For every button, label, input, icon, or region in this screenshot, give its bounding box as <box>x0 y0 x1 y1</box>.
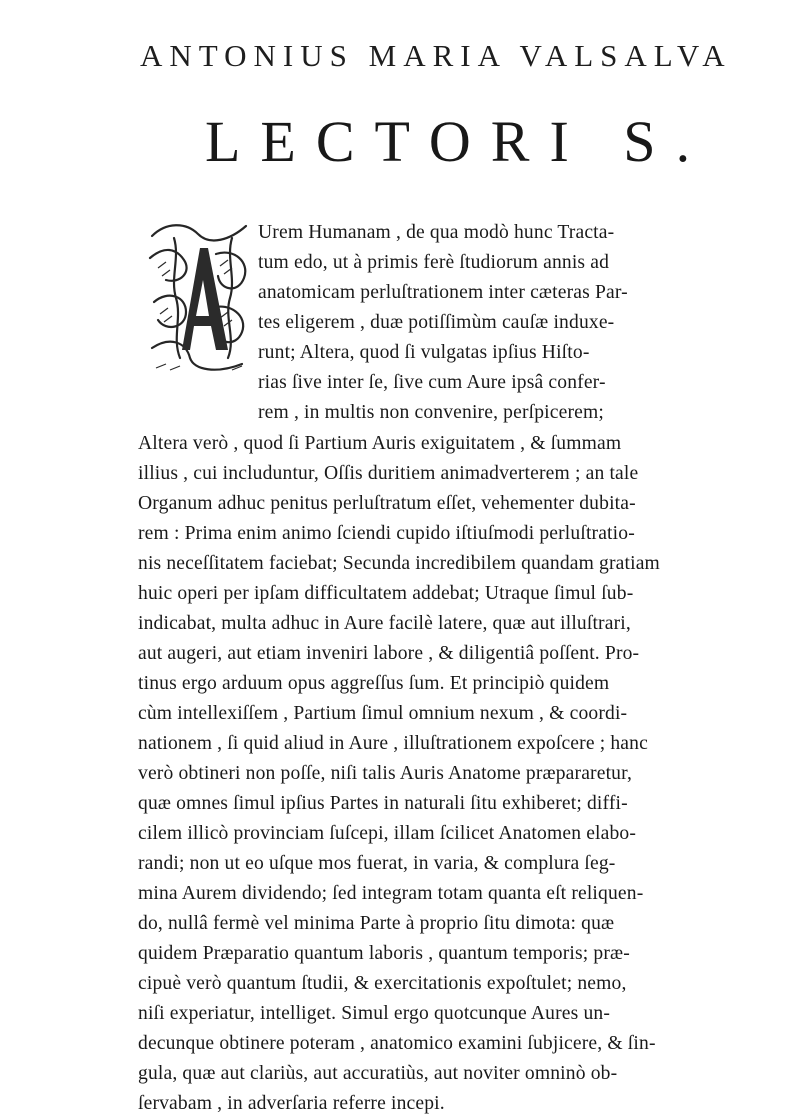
text-line: cipuè verò quantum ſtudii, & exercitationis expoſtulet; nemo, <box>138 973 627 994</box>
text-line: rias ſive inter ſe, ſive cum Aure ipsâ confer- <box>258 372 606 393</box>
text-line: do, nullâ fermè vel minima Parte à proprio ſitu dimota: quæ <box>138 913 615 934</box>
page-title: LECTORI S. <box>205 109 711 174</box>
text-line: decunque obtinere poteram , anatomico examini ſubjicere, & ſin- <box>138 1033 656 1054</box>
text-line: quæ omnes ſimul ipſius Partes in naturali ſitu exhiberet; diffi- <box>138 793 628 814</box>
text-line: huic operi per ipſam difficultatem addebat; Utraque ſimul ſub- <box>138 583 634 604</box>
text-line: ſervabam , in adverſaria referre incepi. <box>138 1093 445 1114</box>
text-line: rem , in multis non convenire, perſpicerem; <box>258 402 604 423</box>
text-line: aut augeri, aut etiam inveniri labore , & diligentiâ poſſent. Pro- <box>138 643 640 664</box>
text-line: rem : Prima enim animo ſciendi cupido iſtiuſmodi perluſtratio- <box>138 523 635 544</box>
text-line: verò obtineri non poſſe, niſi talis Auris Anatome præpararetur, <box>138 763 633 784</box>
text-line: niſi experiatur, intelliget. Simul ergo quotcunque Aures un- <box>138 1003 611 1024</box>
text-line: nis neceſſitatem faciebat; Secunda incredibilem quandam gratiam <box>138 553 660 574</box>
text-line: Altera verò , quod ſi Partium Auris exiguitatem , & ſummam <box>138 433 622 454</box>
text-line: Organum adhuc penitus perluſtratum eſſet, vehementer dubita- <box>138 493 636 514</box>
text-line: mina Aurem dividendo; ſed integram totam quanta eſt reliquen- <box>138 883 644 904</box>
running-head: ANTONIUS MARIA VALSALVA <box>140 38 732 73</box>
text-line: cùm intellexiſſem , Partium ſimul omnium nexum , & coordi- <box>138 703 628 724</box>
text-line: quidem Præparatio quantum laboris , quantum temporis; præ- <box>138 943 630 964</box>
text-line: nationem , ſi quid aliud in Aure , illuſtrationem expoſcere ; hanc <box>138 733 648 754</box>
text-line: Urem Humanam , de qua modò hunc Tracta- <box>258 222 615 243</box>
text-line: runt; Altera, quod ſi vulgatas ipſius Hiſto- <box>258 342 590 363</box>
text-line: cilem illicò provinciam ſuſcepi, illam ſcilicet Anatomen elabo- <box>138 823 637 844</box>
text-line: tinus ergo arduum opus aggreſſus ſum. Et principiò quidem <box>138 673 610 694</box>
text-line: anatomicam perluſtrationem inter cæteras Par- <box>258 282 628 303</box>
text-line: tes eligerem , duæ potiſſimùm cauſæ induxe- <box>258 312 615 333</box>
text-line: illius , cui includuntur, Oſſis duritiem animadverterem ; an tale <box>138 463 639 484</box>
drop-cap-ornament-icon <box>146 218 254 378</box>
text-line: gula, quæ aut clariùs, aut accuratiùs, aut noviter omninò ob- <box>138 1063 618 1084</box>
text-line: randi; non ut eo uſque mos fuerat, in varia, & complura ſeg- <box>138 853 616 874</box>
text-line: tum edo, ut à primis ferè ſtudiorum annis ad <box>258 252 610 273</box>
text-line: indicabat, multa adhuc in Aure facilè latere, quæ aut illuſtrari, <box>138 613 631 634</box>
decorated-initial <box>146 218 254 378</box>
